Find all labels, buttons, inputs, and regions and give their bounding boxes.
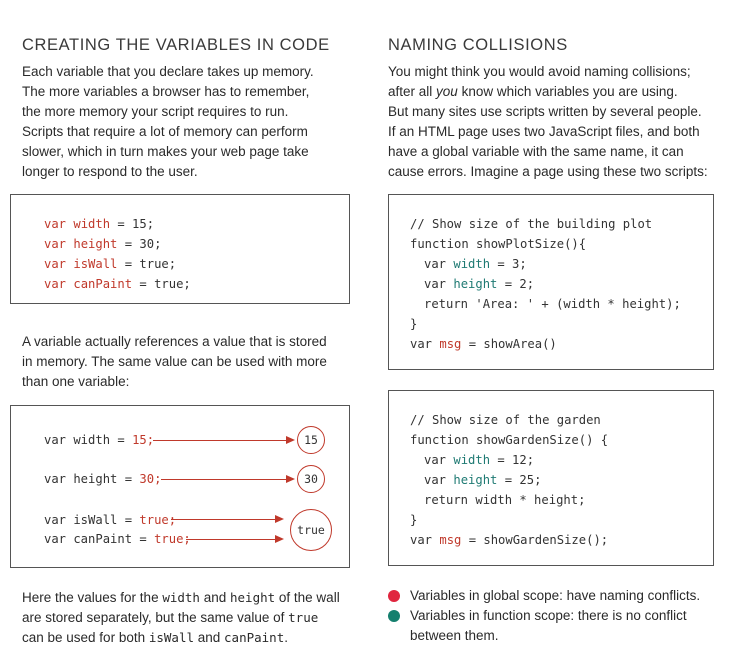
code-line xyxy=(424,452,534,468)
global-scope-dot-icon xyxy=(388,590,400,602)
code-comment: // Show size of the garden xyxy=(410,413,601,427)
arrow-head-icon xyxy=(286,436,295,444)
code-prefix: var isWall = xyxy=(44,513,140,527)
arrow-height xyxy=(161,479,287,480)
code-keyword: var xyxy=(424,453,454,467)
code-line xyxy=(44,256,176,272)
code-line-width xyxy=(44,432,154,448)
legend-global-scope: Variables in global scope: have naming conflicts. xyxy=(410,588,701,603)
code-variable: msg xyxy=(439,337,462,351)
code-keyword: var xyxy=(44,277,67,291)
text: Here the values for the xyxy=(22,590,163,605)
code-variable: msg xyxy=(439,533,462,547)
code-line-height xyxy=(44,471,161,487)
text: and xyxy=(194,630,225,645)
code-value: = 25; xyxy=(497,473,542,487)
code-value: true; xyxy=(139,513,177,527)
inline-code: canPaint xyxy=(224,630,285,645)
legend-line: Variables in function scope: there is no conflict xyxy=(410,608,687,623)
code-variable: isWall xyxy=(73,257,118,271)
code-value: = true; xyxy=(132,277,191,291)
inline-code: true xyxy=(288,610,319,625)
code-value: = showGardenSize(); xyxy=(461,533,609,547)
code-prefix: var width = xyxy=(44,433,133,447)
code-comment: // Show size of the building plot xyxy=(410,217,653,231)
code-box-plot-script xyxy=(388,194,714,370)
code-variable: height xyxy=(73,237,118,251)
outro-line xyxy=(22,588,352,608)
intro-line: Each variable that you declare takes up memory. xyxy=(22,64,314,79)
code-line xyxy=(424,276,534,292)
text: know which variables you are using. xyxy=(457,84,678,99)
mid-line: A variable actually references a value that is stored xyxy=(22,334,327,349)
text: can be used for both xyxy=(22,630,149,645)
mid-paragraph-left xyxy=(22,332,352,392)
arrow-head-icon xyxy=(275,535,284,543)
code-keyword: var xyxy=(44,237,67,251)
code-line xyxy=(424,472,541,488)
arrow-width xyxy=(153,440,287,441)
code-value: 30; xyxy=(139,472,162,486)
code-line xyxy=(424,256,527,272)
code-value: 15; xyxy=(132,433,155,447)
code-keyword: var xyxy=(410,337,440,351)
text: . xyxy=(284,630,289,645)
code-prefix: var height = xyxy=(44,472,140,486)
code-variable: height xyxy=(453,277,498,291)
intro-line: slower, which in turn makes your web page take xyxy=(22,144,309,159)
code-line xyxy=(44,276,191,292)
code-value: = 30; xyxy=(117,237,162,251)
code-box-garden-script xyxy=(388,390,714,566)
code-line-iswall xyxy=(44,512,176,528)
heading-naming-collisions: NAMING COLLISIONS xyxy=(388,36,568,54)
code-box-declarations xyxy=(10,194,350,304)
code-prefix: var canPaint = xyxy=(44,532,155,546)
emphasis: you xyxy=(436,84,458,99)
memory-value-circle: true xyxy=(290,509,332,551)
text: of the wall xyxy=(275,590,340,605)
code-return: return width * height; xyxy=(424,493,586,507)
intro-paragraph-left xyxy=(22,62,314,182)
code-variable: canPaint xyxy=(73,277,133,291)
code-keyword: var xyxy=(424,473,454,487)
text: and xyxy=(199,590,230,605)
intro-line: longer to respond to the user. xyxy=(22,164,198,179)
outro-line xyxy=(22,628,352,648)
legend-function-scope xyxy=(410,606,687,646)
code-keyword: var xyxy=(424,277,454,291)
arrow-canpaint xyxy=(186,539,276,540)
code-value: = showArea() xyxy=(461,337,557,351)
mid-line: in memory. The same value can be used with more xyxy=(22,354,327,369)
outro-paragraph-left xyxy=(22,588,352,648)
intro-line: But many sites use scripts written by several people. xyxy=(388,104,702,119)
intro-line: the more memory your script requires to run. xyxy=(22,104,289,119)
code-variable: width xyxy=(73,217,111,231)
intro-line: have a global variable with the same name, it can xyxy=(388,144,684,159)
code-keyword: var xyxy=(44,217,67,231)
text: are stored separately, but the same value of xyxy=(22,610,289,625)
code-close-brace: } xyxy=(410,317,418,331)
code-line xyxy=(44,216,154,232)
intro-line: You might think you would avoid naming collisions; xyxy=(388,64,691,79)
intro-line: The more variables a browser has to remember, xyxy=(22,84,310,99)
arrow-head-icon xyxy=(275,515,284,523)
code-keyword: var xyxy=(410,533,440,547)
code-function-decl: function showPlotSize(){ xyxy=(410,237,587,251)
arrow-iswall xyxy=(171,519,276,520)
code-variable: width xyxy=(453,257,491,271)
code-line-canpaint xyxy=(44,531,191,547)
code-keyword: var xyxy=(424,257,454,271)
code-keyword: var xyxy=(44,257,67,271)
arrow-head-icon xyxy=(286,475,295,483)
intro-line: If an HTML page uses two JavaScript files, and both xyxy=(388,124,700,139)
function-scope-dot-icon xyxy=(388,610,400,622)
intro-line: Scripts that require a lot of memory can perform xyxy=(22,124,308,139)
code-value: = 15; xyxy=(110,217,155,231)
code-return: return 'Area: ' + (width * height); xyxy=(424,297,681,311)
memory-value-circle: 15 xyxy=(297,426,325,454)
code-value: = true; xyxy=(117,257,177,271)
intro-line: cause errors. Imagine a page using these two scripts: xyxy=(388,164,708,179)
code-variable: height xyxy=(453,473,498,487)
code-function-decl: function showGardenSize() { xyxy=(410,433,609,447)
code-close-brace: } xyxy=(410,513,418,527)
code-variable: width xyxy=(453,453,491,467)
outro-line xyxy=(22,608,352,628)
code-value: = 12; xyxy=(490,453,535,467)
code-line xyxy=(410,336,557,352)
code-value: true; xyxy=(154,532,191,546)
inline-code: width xyxy=(162,590,200,605)
code-value: = 3; xyxy=(490,257,527,271)
code-value: = 2; xyxy=(497,277,535,291)
code-box-memory-references xyxy=(10,405,350,568)
mid-line: than one variable: xyxy=(22,374,130,389)
inline-code: isWall xyxy=(148,630,194,645)
intro-paragraph-right xyxy=(388,62,708,182)
legend-line: between them. xyxy=(410,628,499,643)
inline-code: height xyxy=(230,590,276,605)
code-line xyxy=(410,532,608,548)
intro-line xyxy=(388,82,708,102)
code-line xyxy=(44,236,161,252)
text: after all xyxy=(388,84,437,99)
heading-creating-variables: CREATING THE VARIABLES IN CODE xyxy=(22,36,330,54)
memory-value-circle: 30 xyxy=(297,465,325,493)
